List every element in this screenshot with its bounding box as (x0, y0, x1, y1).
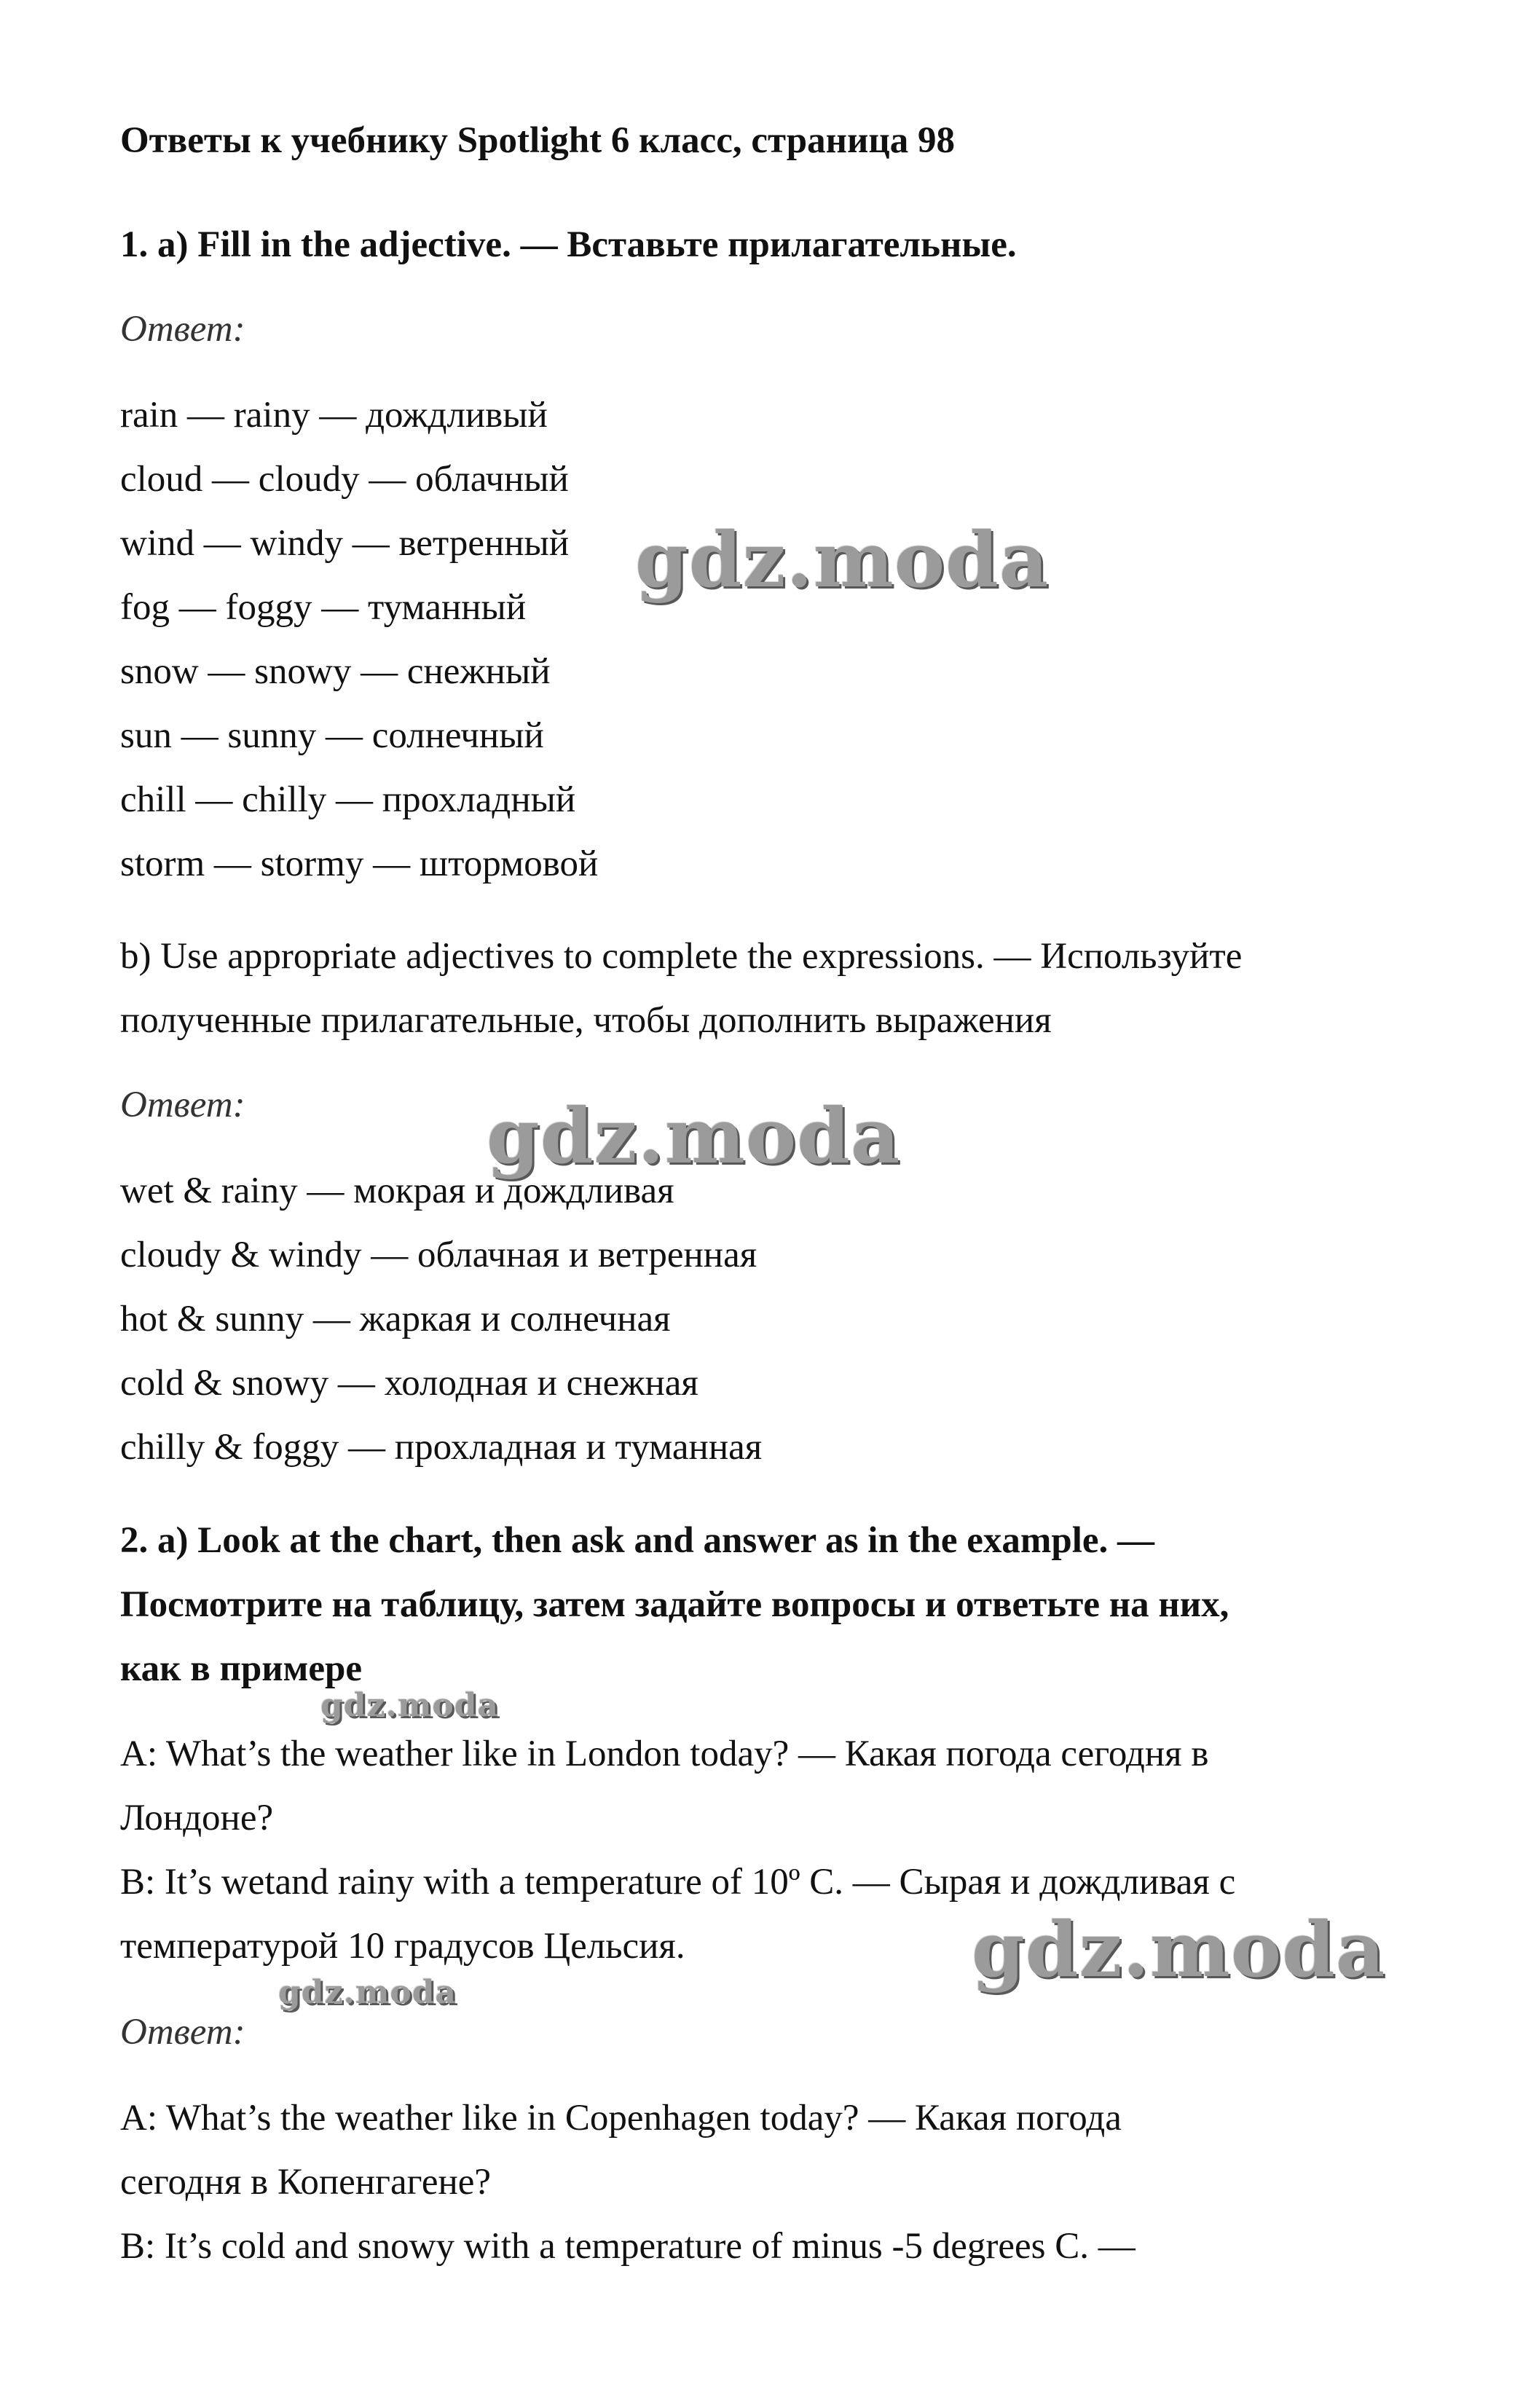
task-2a-heading-line: 2. a) Look at the chart, then ask and answer as in the example. — (120, 1520, 1155, 1561)
list-item: snow — snowy — снежный (120, 651, 551, 692)
document-title: Ответы к учебнику Spotlight 6 класс, страница 98 (120, 120, 955, 161)
task-2a-heading-line: Посмотрите на таблицу, затем задайте вопросы и ответьте на них, (120, 1584, 1229, 1625)
list-item: cloud — cloudy — облачный (120, 459, 569, 500)
list-item: chilly & foggy — прохладная и туманная (120, 1427, 763, 1468)
task-2a-heading-line: как в примере (120, 1648, 363, 1689)
list-item: chill — chilly — прохладный (120, 779, 576, 820)
watermark: gdz.moda (487, 1091, 901, 1181)
list-item: fog — foggy — туманный (120, 587, 527, 628)
answer-line: сегодня в Копенгагене? (120, 2162, 492, 2203)
task-2a-answer-label: Ответ: (120, 2012, 245, 2053)
list-item: rain — rainy — дождливый (120, 395, 548, 436)
task-1b-heading-line: b) Use appropriate adjectives to complete the expressions. — Используйте (120, 936, 1243, 977)
example-line: B: It’s wetand rainy with a temperature of 10º C. — Сырая и дождливая с (120, 1862, 1236, 1903)
list-item: wind — windy — ветренный (120, 523, 570, 564)
list-item: hot & sunny — жаркая и солнечная (120, 1299, 671, 1339)
example-line: A: What’s the weather like in London today? — Какая погода сегодня в (120, 1734, 1209, 1774)
watermark: gdz.moda (635, 515, 1050, 605)
watermark: gdz.moda (278, 1974, 457, 2011)
answer-line: A: What’s the weather like in Copenhagen today? — Какая погода (120, 2098, 1122, 2139)
list-item: cold & snowy — холодная и снежная (120, 1363, 698, 1404)
list-item: storm — stormy — штормовой (120, 843, 599, 884)
task-1b-heading-line: полученные прилагательные, чтобы дополнить выражения (120, 1000, 1052, 1041)
task-1a-answer-label: Ответ: (120, 309, 245, 350)
answer-line: B: It’s cold and snowy with a temperature of minus -5 degrees C. — (120, 2226, 1135, 2267)
list-item: cloudy & windy — облачная и ветренная (120, 1235, 757, 1275)
watermark: gdz.moda (972, 1905, 1386, 1994)
task-1a-heading: 1. a) Fill in the adjective. — Вставьте прилагательные. (120, 224, 1017, 265)
task-1b-answer-label: Ответ: (120, 1085, 245, 1125)
list-item: wet & rainy — мокрая и дождливая (120, 1170, 674, 1211)
example-line: температурой 10 градусов Цельсия. (120, 1926, 685, 1967)
watermark: gdz.moda (320, 1687, 500, 1724)
list-item: sun — sunny — солнечный (120, 715, 544, 756)
example-line: Лондоне? (120, 1798, 274, 1838)
